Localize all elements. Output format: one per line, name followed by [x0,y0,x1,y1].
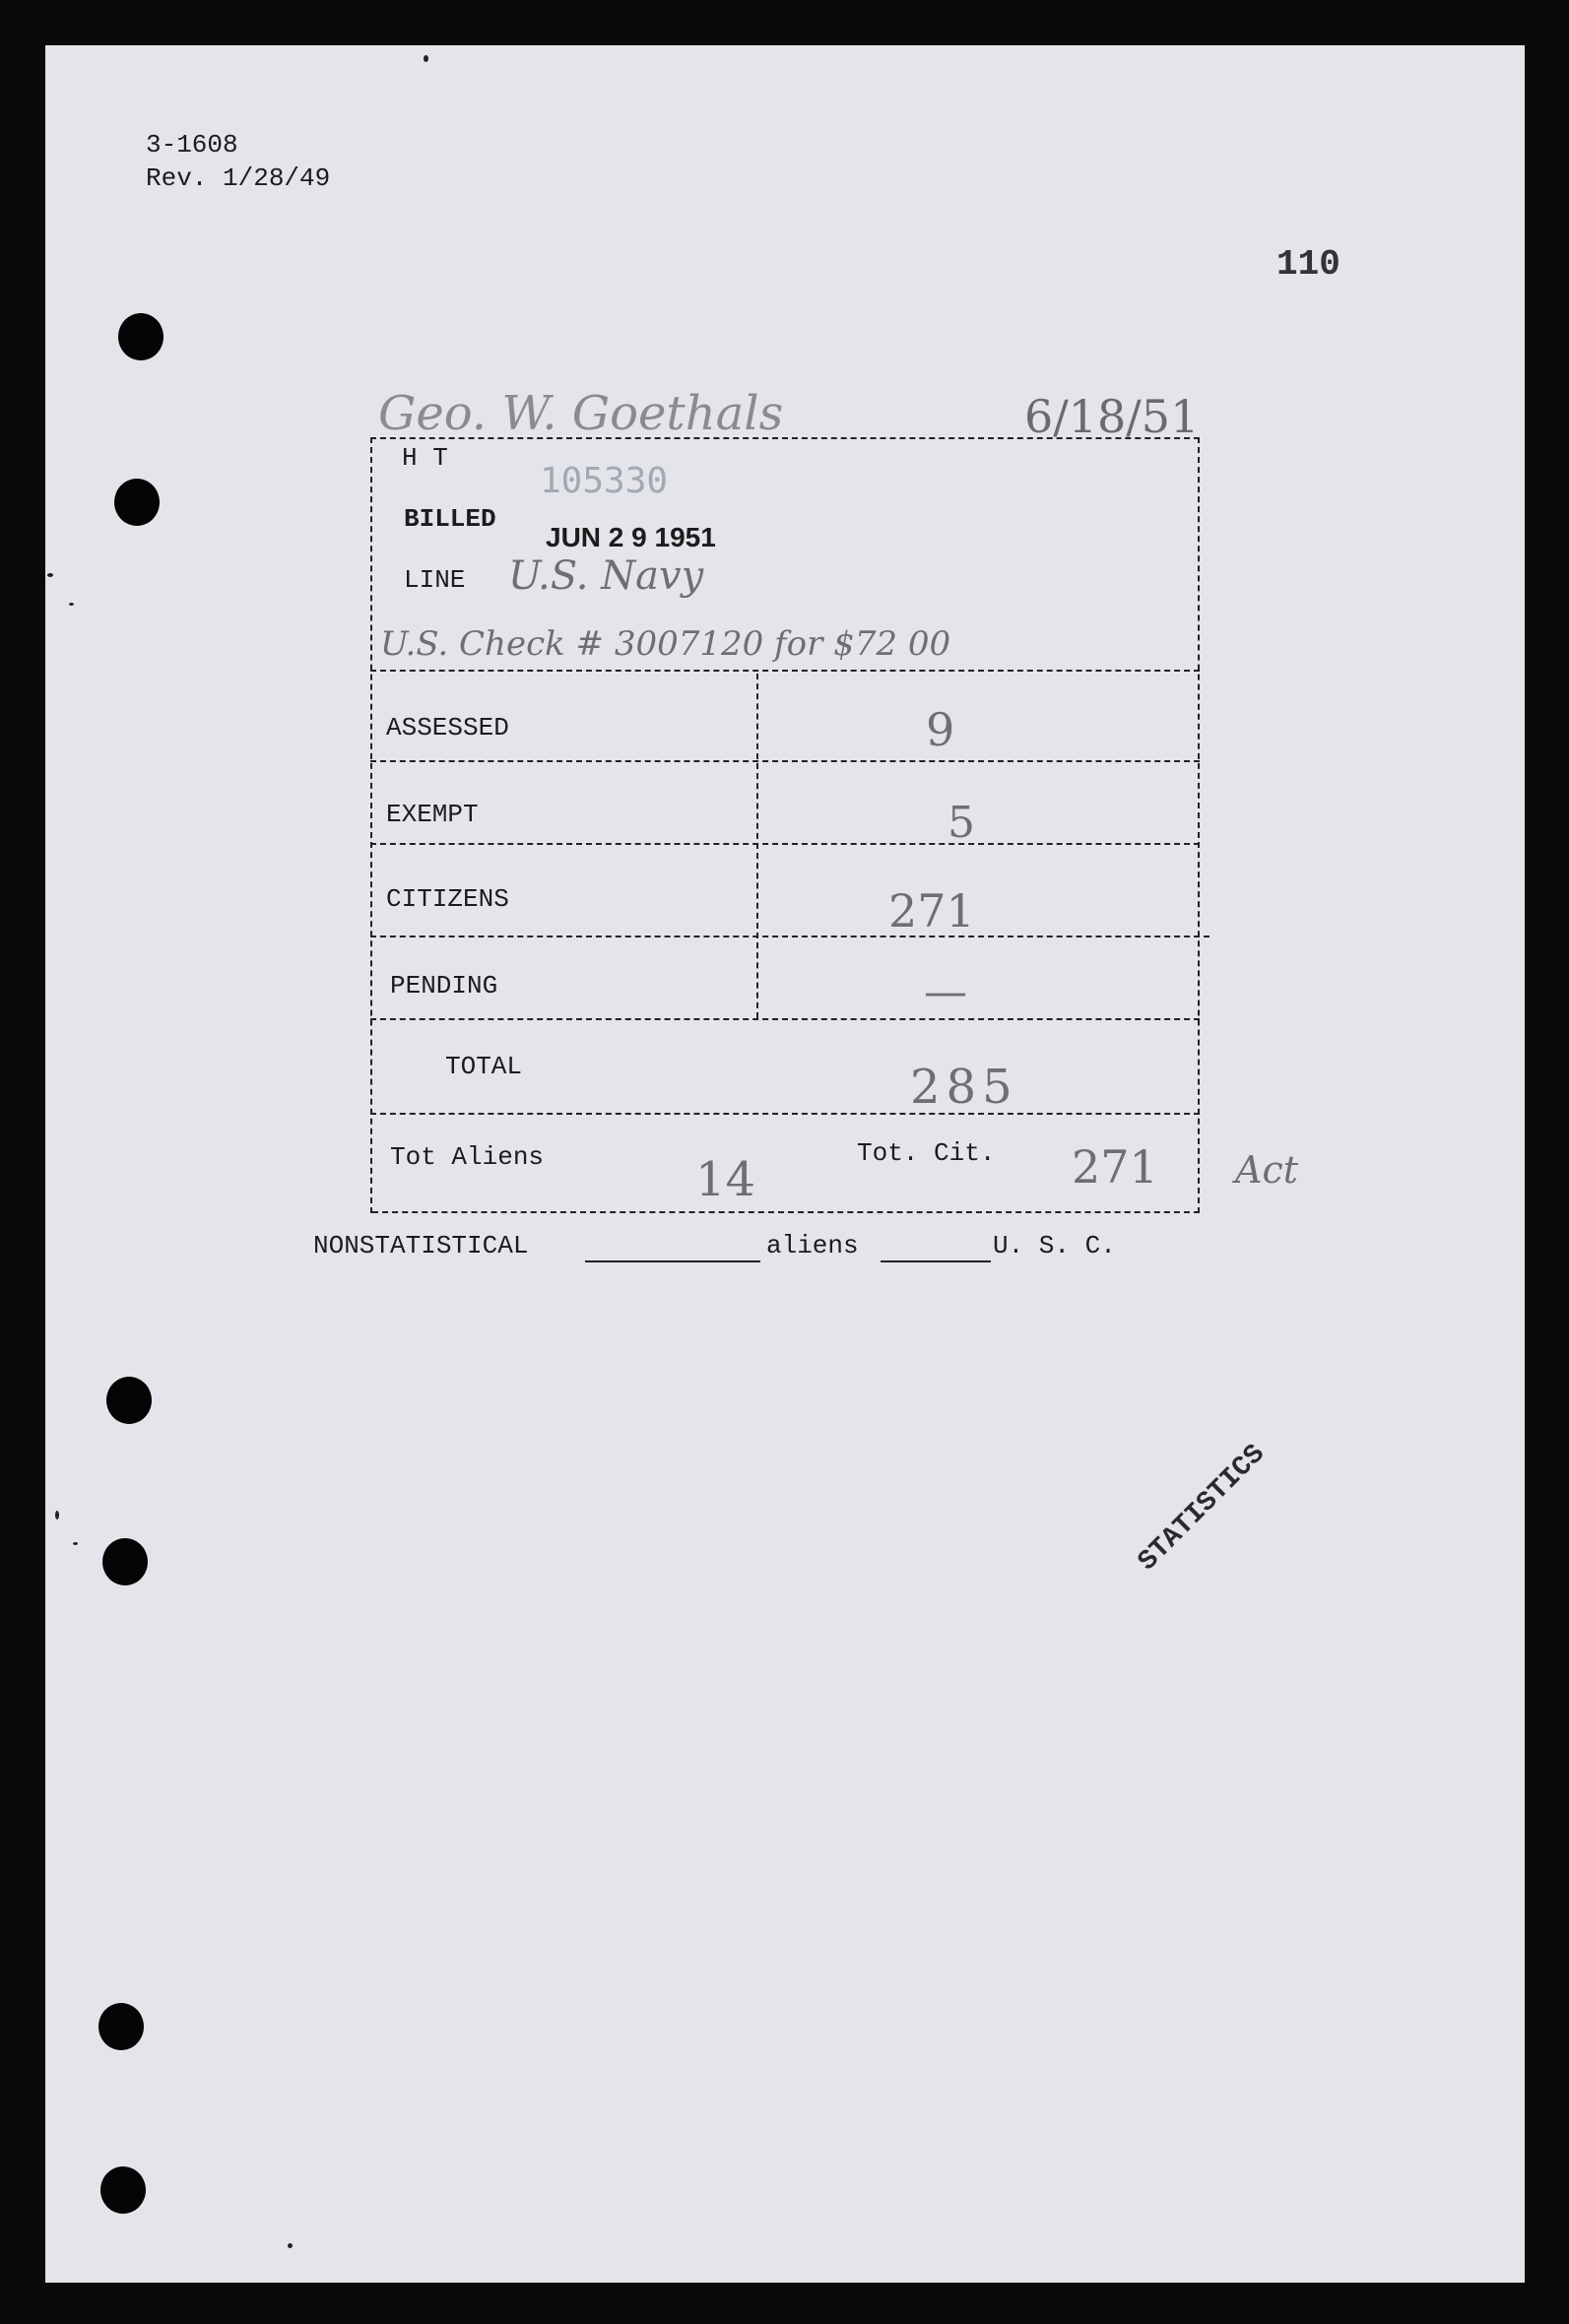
vessel-name: Geo. W. Goethals [378,386,784,441]
page-number: 110 [1276,244,1340,285]
box-right-border [1198,437,1200,1213]
billed-date-stamp: JUN 2 9 1951 [546,522,716,552]
punch-hole [102,1538,148,1585]
tot-aliens-value: 14 [695,1152,756,1207]
row-label-pending: PENDING [390,971,498,1001]
punch-hole [100,2166,146,2214]
row-divider [370,1018,1200,1020]
aliens-label: aliens [766,1231,859,1260]
statistics-stamp: STATISTICS [1133,1439,1272,1578]
form-page [45,45,1525,2283]
row-value-assessed: 9 [926,703,955,756]
ht-label: H T [402,443,448,473]
speck [55,1511,59,1519]
punch-hole [98,2003,144,2050]
tot-aliens-label: Tot Aliens [390,1142,545,1172]
speck [47,573,53,577]
line-label: LINE [404,565,466,595]
arrival-date: 6/18/51 [1024,390,1200,443]
punch-hole [114,479,160,526]
check-note: U.S. Check # 3007120 for $72 00 [380,624,951,664]
nonstatistical-blank [585,1260,760,1262]
row-value-pending: — [924,967,967,1017]
billed-label: BILLED [404,504,496,534]
row-value-exempt: 5 [948,798,975,848]
aliens-blank [881,1260,991,1262]
row-label-assessed: ASSESSED [386,713,509,742]
row-divider [370,936,1209,937]
form-number: 3-1608 [146,130,238,160]
tot-cit-note: Act [1235,1148,1298,1192]
row-label-exempt: EXEMPT [386,800,479,829]
speck [288,2243,293,2248]
row-divider [370,670,1200,672]
total-label: TOTAL [445,1052,523,1081]
punch-hole [106,1377,152,1424]
row-divider [370,843,1200,845]
nonstatistical-label: NONSTATISTICAL [313,1231,529,1260]
speck [69,603,74,606]
row-divider [370,760,1200,762]
serial-number-stamp: 105330 [540,461,669,501]
total-value: 285 [910,1060,1018,1115]
box-left-border [370,437,372,1213]
box-bottom-border [372,1211,1200,1213]
punch-hole [118,313,163,360]
speck [424,55,428,62]
row-divider [370,1113,1200,1115]
row-value-citizens: 271 [888,884,975,937]
tot-cit-label: Tot. Cit. [857,1138,996,1168]
speck [73,1542,78,1545]
line-value: U.S. Navy [508,553,704,599]
usc-label: U. S. C. [993,1231,1116,1260]
form-revision: Rev. 1/28/49 [146,163,331,193]
row-label-citizens: CITIZENS [386,884,509,914]
box-top-border [370,437,1200,439]
tot-cit-value: 271 [1072,1140,1158,1194]
column-divider [756,674,758,1018]
